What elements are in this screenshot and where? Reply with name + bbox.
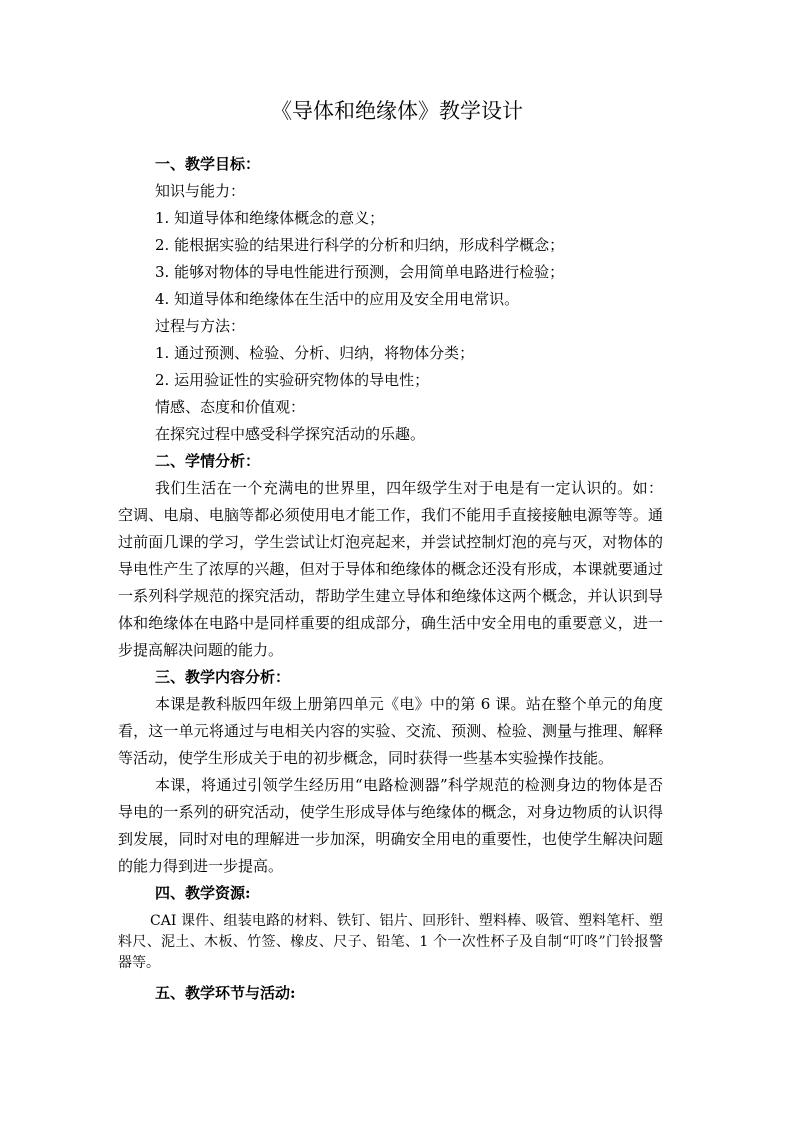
section-heading-objectives: 一、教学目标： (155, 155, 261, 173)
section-heading-learner-analysis: 二、学情分析： (155, 452, 261, 470)
content-analysis-paragraph: 本课是教科版四年级上册第四单元《电》中的第 6 课。站在整个单元的角度看，这一单元将通过与电相关内容的实验、交流、预测、检验、测量与推理、解释等活动，使学生形成关于电的初步概念，同时获得一些基本实验操作技能。 (118, 695, 663, 767)
subheading-process: 过程与方法： (155, 317, 246, 335)
objective-item: 在探究过程中感受科学探究活动的乐趣。 (155, 425, 426, 443)
objective-item: 4. 知道导体和绝缘体在生活中的应用及安全用电常识。 (155, 290, 520, 308)
objective-item: 3. 能够对物体的导电性能进行预测，会用简单电路进行检验； (155, 263, 565, 281)
subheading-knowledge: 知识与能力： (155, 182, 246, 200)
document-title: 《导体和绝缘体》教学设计 (271, 99, 523, 123)
section-heading-resources: 四、教学资源: (155, 884, 251, 902)
subheading-emotion: 情感、态度和价值观： (155, 398, 306, 416)
learner-analysis-paragraph: 我们生活在一个充满电的世界里，四年级学生对于电是有一定认识的。如：空调、电扇、电脑等都必须使用电才能工作，我们不能用手直接接触电源等等。通过前面几课的学习，学生尝试让灯泡亮起来，并尝试控制灯泡的亮与灭，对物体的导电性产生了浓厚的兴趣，但对于导体和绝缘体的概念还没有形成，本课就要通过一系列科学规范的探究活动，帮助学生建立导体和绝缘体这两个概念，并认识到导体和绝缘体在电路中是同样重要的组成部分，确生活中安全用电的重要意义，进一步提高解决问题的能力。 (118, 479, 663, 659)
objective-item: 2. 运用验证性的实验研究物体的导电性； (155, 371, 430, 389)
section-heading-activities: 五、教学环节与活动: (155, 984, 296, 1002)
content-analysis-paragraph: 本课，将通过引领学生经历用“电路检测器”科学规范的检测身边的物体是否导电的一系列的研究活动，使学生形成导体与绝缘体的概念，对身边物质的认识得到发展，同时对电的理解进一步加深，明确安全用电的重要性，也使学生解决问题的能力得到进一步提高。 (118, 776, 663, 875)
objective-item: 1. 通过预测、检验、分析、归纳，将物体分类； (155, 344, 475, 362)
document-body (118, 151, 663, 1007)
objective-item: 1. 知道导体和绝缘体概念的意义； (155, 209, 385, 227)
resources-paragraph: CAI 课件、组装电路的材料、铁钉、铝片、回形针、塑料棒、吸管、塑料笔杆、塑料尺、泥土、木板、竹签、橡皮、尺子、铅笔、1 个一次性杯子及自制“叮咚”门铃报警器等。 (118, 913, 663, 971)
objective-item: 2. 能根据实验的结果进行科学的分析和归纳，形成科学概念； (155, 236, 565, 254)
section-heading-content-analysis: 三、教学内容分析： (155, 668, 291, 686)
